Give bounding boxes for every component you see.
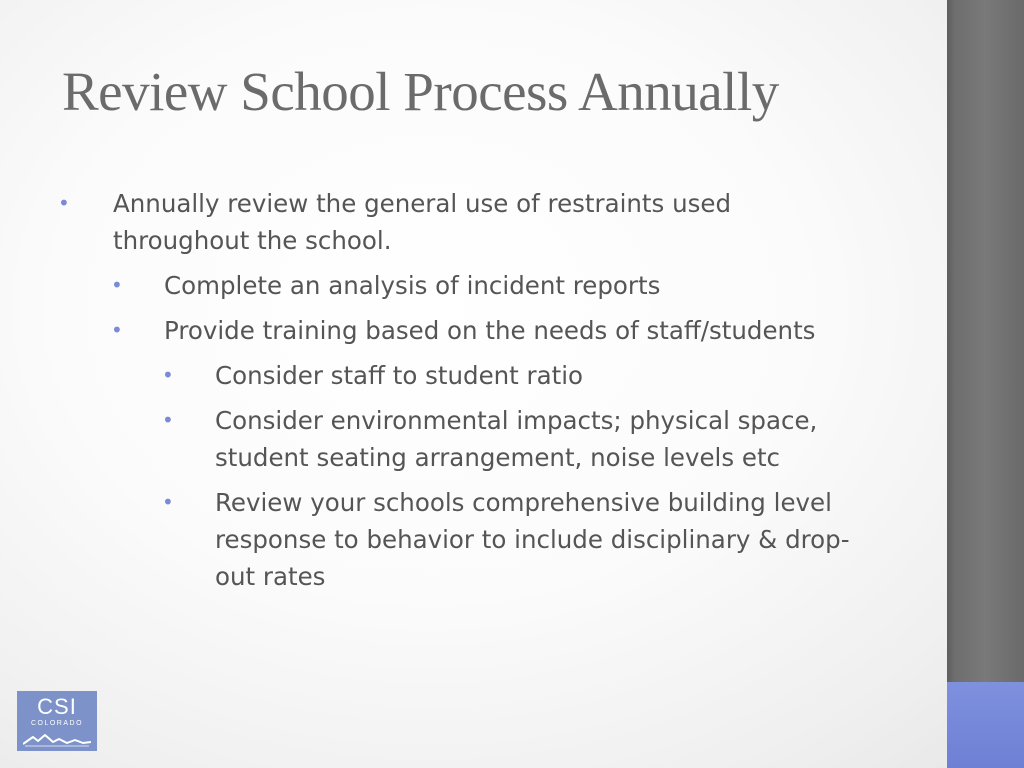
bullet-icon: • <box>162 363 174 387</box>
bullet-icon: • <box>111 318 123 342</box>
bullet-item <box>0 357 875 394</box>
bullet-text: Consider staff to student ratio <box>215 361 584 390</box>
bullet-text: Annually review the general use of restraints used throughout the school. <box>113 189 732 255</box>
side-bar <box>947 0 1024 682</box>
bullet-list <box>0 185 947 603</box>
bullet-text: Consider environmental impacts; physical space, student seating arrangement, noise levels etc <box>215 406 818 472</box>
slide-title: Review School Process Annually <box>62 61 779 122</box>
logo-subtitle: COLORADO <box>30 720 84 727</box>
bullet-item <box>0 484 875 595</box>
bullet-icon: • <box>162 408 174 432</box>
bullet-icon: • <box>58 191 70 215</box>
logo-mark: CSI <box>37 694 77 719</box>
bullet-icon: • <box>162 490 174 514</box>
bullet-text: Review your schools comprehensive building level response to behavior to include disciplinary & drop-out rates <box>215 488 850 591</box>
bullet-item <box>0 185 773 259</box>
side-accent <box>947 682 1024 768</box>
bullet-item <box>0 267 864 304</box>
bullet-item <box>0 312 864 349</box>
bullet-text: Provide training based on the needs of staff/students <box>164 316 816 345</box>
mountain-icon <box>23 731 91 747</box>
bullet-item <box>0 402 875 476</box>
bullet-icon: • <box>111 273 123 297</box>
csi-colorado-logo <box>17 691 97 751</box>
bullet-text: Complete an analysis of incident reports <box>164 271 661 300</box>
